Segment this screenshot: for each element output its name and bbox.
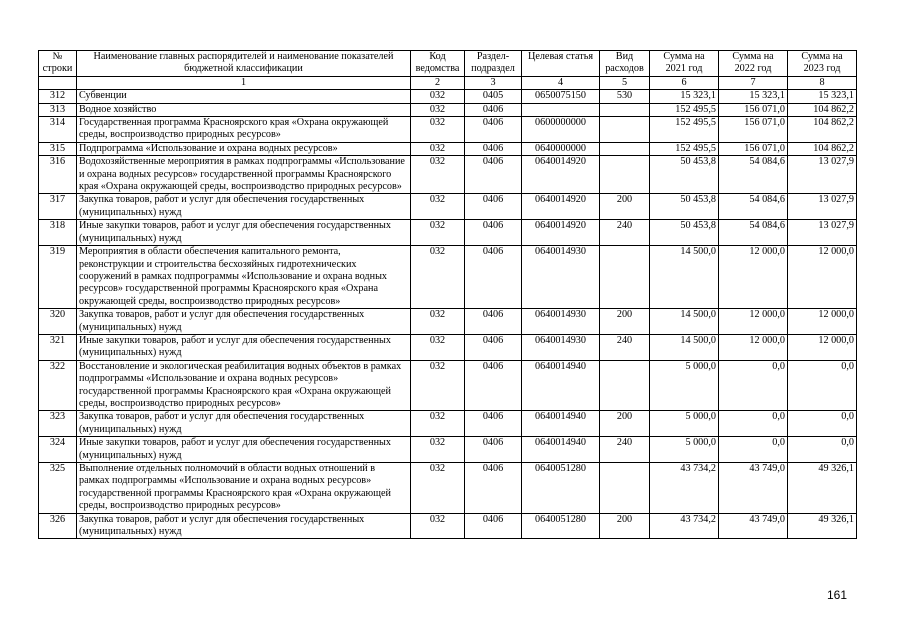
header-sum-2022: Сумма на 2022 год: [719, 51, 788, 77]
name-cell: Закупка товаров, работ и услуг для обеспечения государственных (муниципальных) нужд: [77, 309, 411, 335]
name-cell: Выполнение отдельных полномочий в области водных отношений в рамках подпрограммы «Использование и охрана водных ресурсов» государственной программы Красноярского края «Охрана окружающей среды, воспроизводство природных ресурсов»: [77, 463, 411, 514]
name-cell: Водное хозяйство: [77, 103, 411, 116]
name-cell: Закупка товаров, работ и услуг для обеспечения государственных (муниципальных) нужд: [77, 194, 411, 220]
table-row: [39, 90, 857, 103]
name-cell: Закупка товаров, работ и услуг для обеспечения государственных (муниципальных) нужд: [77, 513, 411, 539]
dept-code-cell: 032: [411, 90, 465, 103]
row-number-cell: 318: [39, 220, 77, 246]
sum-2022-cell: 156 071,0: [719, 103, 788, 116]
row-number-cell: 326: [39, 513, 77, 539]
row-number-cell: 315: [39, 142, 77, 155]
row-number-cell: 319: [39, 246, 77, 309]
row-number-cell: 317: [39, 194, 77, 220]
sum-2021-cell: 5 000,0: [650, 411, 719, 437]
table-row: [39, 334, 857, 360]
expense-kind-cell: 530: [600, 90, 650, 103]
target-article-cell: 0640014940: [522, 411, 600, 437]
dept-code-cell: 032: [411, 360, 465, 411]
expense-kind-cell: 240: [600, 334, 650, 360]
dept-code-cell: 032: [411, 463, 465, 514]
section-cell: 0406: [465, 220, 522, 246]
column-number: 4: [522, 76, 600, 89]
sum-2021-cell: 50 453,8: [650, 220, 719, 246]
column-number: [39, 76, 77, 89]
dept-code-cell: 032: [411, 437, 465, 463]
sum-2021-cell: 14 500,0: [650, 334, 719, 360]
sum-2022-cell: 0,0: [719, 437, 788, 463]
name-cell: Иные закупки товаров, работ и услуг для обеспечения государственных (муниципальных) нужд: [77, 437, 411, 463]
header-sum-2023: Сумма на 2023 год: [788, 51, 857, 77]
target-article-cell: 0640014920: [522, 220, 600, 246]
section-cell: 0406: [465, 156, 522, 194]
name-cell: Водохозяйственные мероприятия в рамках подпрограммы «Использование и охрана водных ресурсов» государственной программы Красноярского края «Охрана окружающей среды, воспроизводство природных ресурсов»: [77, 156, 411, 194]
section-cell: 0406: [465, 463, 522, 514]
expense-kind-cell: 200: [600, 309, 650, 335]
expense-kind-cell: [600, 246, 650, 309]
target-article-cell: 0650075150: [522, 90, 600, 103]
sum-2023-cell: 104 862,2: [788, 103, 857, 116]
row-number-cell: 321: [39, 334, 77, 360]
page-number: 161: [826, 588, 847, 602]
sum-2023-cell: 104 862,2: [788, 142, 857, 155]
sum-2023-cell: 104 862,2: [788, 117, 857, 143]
sum-2023-cell: 12 000,0: [788, 334, 857, 360]
header-row: [39, 51, 857, 77]
row-number-cell: 323: [39, 411, 77, 437]
sum-2022-cell: 43 749,0: [719, 463, 788, 514]
table-row: [39, 513, 857, 539]
table-row: [39, 156, 857, 194]
dept-code-cell: 032: [411, 246, 465, 309]
row-number-cell: 316: [39, 156, 77, 194]
sum-2022-cell: 12 000,0: [719, 309, 788, 335]
target-article-cell: 0640014930: [522, 309, 600, 335]
dept-code-cell: 032: [411, 194, 465, 220]
dept-code-cell: 032: [411, 220, 465, 246]
header-dept-code: Код ведомства: [411, 51, 465, 77]
header-sum-2021: Сумма на 2021 год: [650, 51, 719, 77]
table-row: [39, 194, 857, 220]
budget-table: [38, 50, 857, 539]
sum-2021-cell: 5 000,0: [650, 437, 719, 463]
table-row: [39, 142, 857, 155]
column-number-row: [39, 76, 857, 89]
table-row: [39, 437, 857, 463]
budget-table-container: [38, 50, 857, 539]
target-article-cell: 0640014930: [522, 246, 600, 309]
header-target-article: Целевая статья: [522, 51, 600, 77]
target-article-cell: 0640014930: [522, 334, 600, 360]
sum-2023-cell: 0,0: [788, 360, 857, 411]
dept-code-cell: 032: [411, 513, 465, 539]
dept-code-cell: 032: [411, 309, 465, 335]
section-cell: 0406: [465, 360, 522, 411]
column-number: 5: [600, 76, 650, 89]
expense-kind-cell: 200: [600, 194, 650, 220]
table-row: [39, 220, 857, 246]
dept-code-cell: 032: [411, 334, 465, 360]
sum-2022-cell: 0,0: [719, 360, 788, 411]
sum-2022-cell: 0,0: [719, 411, 788, 437]
sum-2022-cell: 54 084,6: [719, 194, 788, 220]
sum-2022-cell: 156 071,0: [719, 142, 788, 155]
target-article-cell: 0640014920: [522, 194, 600, 220]
name-cell: Государственная программа Красноярского края «Охрана окружающей среды, воспроизводство природных ресурсов»: [77, 117, 411, 143]
dept-code-cell: 032: [411, 103, 465, 116]
name-cell: Закупка товаров, работ и услуг для обеспечения государственных (муниципальных) нужд: [77, 411, 411, 437]
dept-code-cell: 032: [411, 156, 465, 194]
target-article-cell: 0640051280: [522, 513, 600, 539]
section-cell: 0406: [465, 103, 522, 116]
header-expense-kind: Вид расходов: [600, 51, 650, 77]
row-number-cell: 322: [39, 360, 77, 411]
header-name: Наименование главных распорядителей и наименование показателей бюджетной классификации: [77, 51, 411, 77]
sum-2021-cell: 50 453,8: [650, 194, 719, 220]
sum-2022-cell: 43 749,0: [719, 513, 788, 539]
name-cell: Мероприятия в области обеспечения капитального ремонта, реконструкции и строительства бесхозяйных гидротехнических сооружений в рамках подпрограммы «Использование и охрана водных ресурсов» государственной программы Красноярского края «Охрана окружающей среды, воспроизводство природных ресурсов»: [77, 246, 411, 309]
sum-2023-cell: 12 000,0: [788, 309, 857, 335]
section-cell: 0406: [465, 246, 522, 309]
sum-2023-cell: 49 326,1: [788, 513, 857, 539]
section-cell: 0406: [465, 437, 522, 463]
sum-2023-cell: 13 027,9: [788, 156, 857, 194]
table-row: [39, 103, 857, 116]
row-number-cell: 324: [39, 437, 77, 463]
sum-2022-cell: 54 084,6: [719, 220, 788, 246]
target-article-cell: 0640014940: [522, 437, 600, 463]
sum-2021-cell: 15 323,1: [650, 90, 719, 103]
sum-2021-cell: 43 734,2: [650, 463, 719, 514]
sum-2022-cell: 15 323,1: [719, 90, 788, 103]
sum-2021-cell: 50 453,8: [650, 156, 719, 194]
sum-2021-cell: 152 495,5: [650, 142, 719, 155]
sum-2023-cell: 12 000,0: [788, 246, 857, 309]
sum-2022-cell: 54 084,6: [719, 156, 788, 194]
section-cell: 0406: [465, 411, 522, 437]
sum-2021-cell: 152 495,5: [650, 117, 719, 143]
column-number: 3: [465, 76, 522, 89]
header-section: Раздел-подраздел: [465, 51, 522, 77]
header-row-number: № строки: [39, 51, 77, 77]
row-number-cell: 314: [39, 117, 77, 143]
sum-2023-cell: 49 326,1: [788, 463, 857, 514]
target-article-cell: 0640051280: [522, 463, 600, 514]
column-number: 2: [411, 76, 465, 89]
row-number-cell: 313: [39, 103, 77, 116]
name-cell: Подпрограмма «Использование и охрана водных ресурсов»: [77, 142, 411, 155]
section-cell: 0406: [465, 194, 522, 220]
section-cell: 0406: [465, 142, 522, 155]
expense-kind-cell: [600, 142, 650, 155]
target-article-cell: 0600000000: [522, 117, 600, 143]
sum-2023-cell: 0,0: [788, 411, 857, 437]
section-cell: 0406: [465, 309, 522, 335]
section-cell: 0406: [465, 117, 522, 143]
target-article-cell: 0640000000: [522, 142, 600, 155]
sum-2023-cell: 13 027,9: [788, 220, 857, 246]
row-number-cell: 320: [39, 309, 77, 335]
table-row: [39, 360, 857, 411]
column-number: 6: [650, 76, 719, 89]
target-article-cell: [522, 103, 600, 116]
sum-2022-cell: 12 000,0: [719, 246, 788, 309]
section-cell: 0406: [465, 513, 522, 539]
sum-2021-cell: 5 000,0: [650, 360, 719, 411]
sum-2022-cell: 12 000,0: [719, 334, 788, 360]
name-cell: Иные закупки товаров, работ и услуг для обеспечения государственных (муниципальных) нужд: [77, 334, 411, 360]
table-body: [39, 90, 857, 539]
row-number-cell: 325: [39, 463, 77, 514]
section-cell: 0406: [465, 334, 522, 360]
sum-2021-cell: 43 734,2: [650, 513, 719, 539]
table-row: [39, 411, 857, 437]
column-number: 8: [788, 76, 857, 89]
name-cell: Восстановление и экологическая реабилитация водных объектов в рамках подпрограммы «Использование и охрана водных ресурсов» государственной программы Красноярского края «Охрана окружающей среды, воспроизводство природных ресурсов»: [77, 360, 411, 411]
expense-kind-cell: 200: [600, 411, 650, 437]
sum-2021-cell: 14 500,0: [650, 309, 719, 335]
name-cell: Субвенции: [77, 90, 411, 103]
target-article-cell: 0640014940: [522, 360, 600, 411]
expense-kind-cell: [600, 103, 650, 116]
sum-2021-cell: 14 500,0: [650, 246, 719, 309]
sum-2022-cell: 156 071,0: [719, 117, 788, 143]
row-number-cell: 312: [39, 90, 77, 103]
sum-2021-cell: 152 495,5: [650, 103, 719, 116]
expense-kind-cell: 240: [600, 437, 650, 463]
dept-code-cell: 032: [411, 117, 465, 143]
expense-kind-cell: [600, 360, 650, 411]
target-article-cell: 0640014920: [522, 156, 600, 194]
table-row: [39, 117, 857, 143]
expense-kind-cell: [600, 463, 650, 514]
column-number: 1: [77, 76, 411, 89]
dept-code-cell: 032: [411, 142, 465, 155]
column-number: 7: [719, 76, 788, 89]
expense-kind-cell: [600, 156, 650, 194]
sum-2023-cell: 13 027,9: [788, 194, 857, 220]
sum-2023-cell: 0,0: [788, 437, 857, 463]
dept-code-cell: 032: [411, 411, 465, 437]
table-row: [39, 246, 857, 309]
table-row: [39, 309, 857, 335]
table-row: [39, 463, 857, 514]
sum-2023-cell: 15 323,1: [788, 90, 857, 103]
expense-kind-cell: [600, 117, 650, 143]
expense-kind-cell: 240: [600, 220, 650, 246]
expense-kind-cell: 200: [600, 513, 650, 539]
section-cell: 0405: [465, 90, 522, 103]
name-cell: Иные закупки товаров, работ и услуг для обеспечения государственных (муниципальных) нужд: [77, 220, 411, 246]
